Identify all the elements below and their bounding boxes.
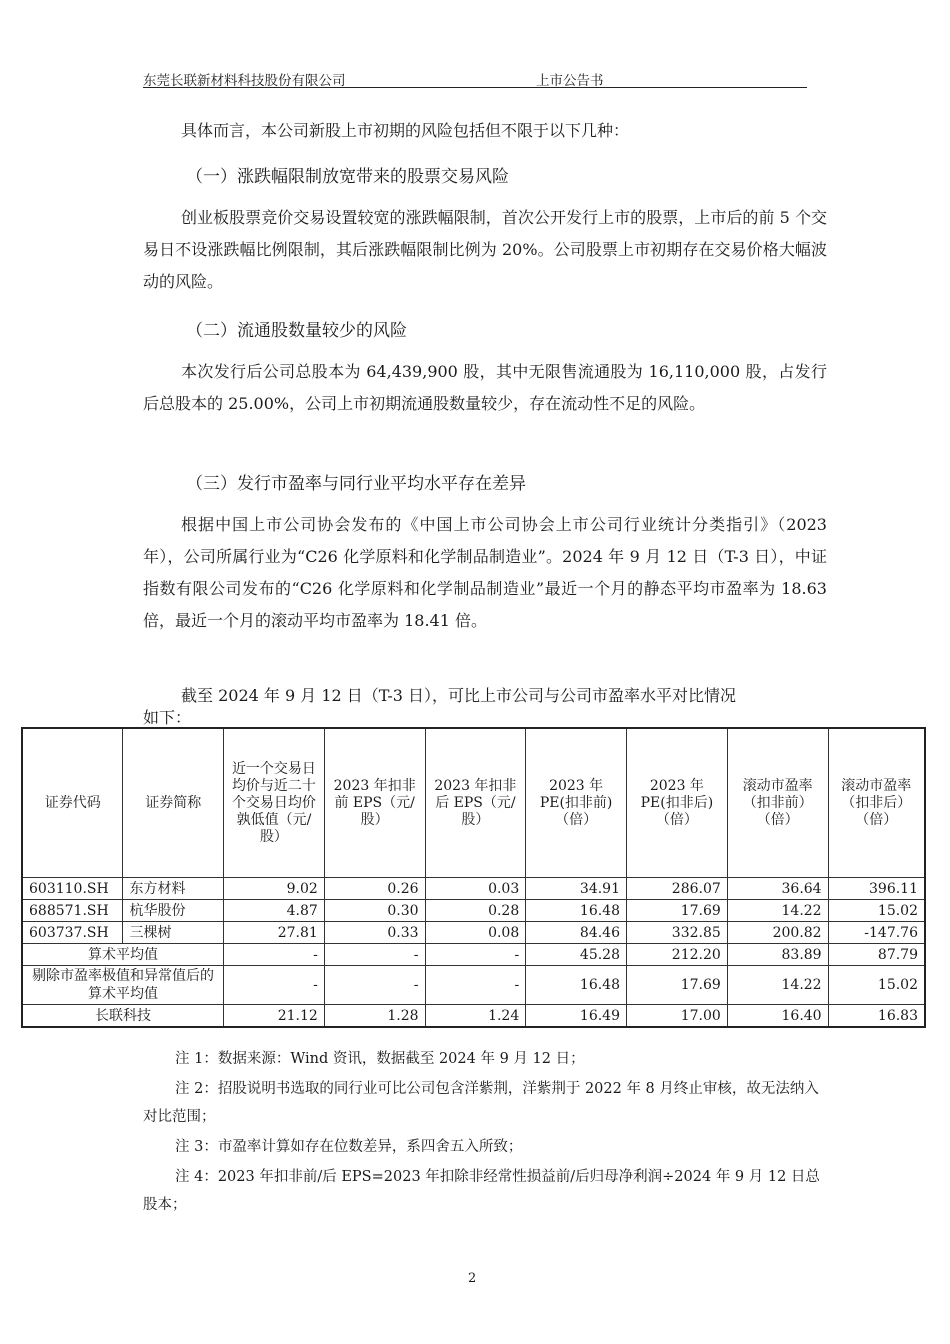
header-cell: 近一个交易日均价与近二十个交易日均价孰低值（元/股） (224, 728, 325, 878)
header-cell: 滚动市盈率（扣非后）（倍） (828, 728, 925, 878)
cell-price: 9.02 (224, 878, 325, 900)
cell-eps-post: 0.03 (425, 878, 526, 900)
cell-label: 长联科技 (22, 1005, 224, 1028)
cell-pe-post: 332.85 (627, 922, 728, 944)
cell-pe-pre: 84.46 (526, 922, 627, 944)
cell-pe-post: 17.00 (627, 1005, 728, 1028)
section-1-body: 创业板股票竞价交易设置较宽的涨跌幅限制，首次公开发行上市的股票，上市后的前 5 个交易日不设涨跌幅比例限制，其后涨跌幅限制比例为 20%。公司股票上市初期存在交易价格大幅波动的风险。 (143, 208, 827, 291)
cell-eps-pre: 0.33 (324, 922, 425, 944)
table-row-average (22, 944, 925, 966)
cell-price: - (224, 966, 325, 1005)
cell-eps-pre: 0.26 (324, 878, 425, 900)
header-cell: 滚动市盈率（扣非前）（倍） (727, 728, 828, 878)
cell-pe-pre: 45.28 (526, 944, 627, 966)
table-row-company (22, 1005, 925, 1028)
cell-pe-post: 286.07 (627, 878, 728, 900)
cell-code: 603110.SH (22, 878, 123, 900)
cell-pe-pre: 16.48 (526, 900, 627, 922)
section-2-heading: （二）流通股数量较少的风险 (186, 321, 407, 341)
header-company: 东莞长联新材料科技股份有限公司 (143, 73, 346, 89)
cell-ttm-pre: 14.22 (727, 966, 828, 1005)
table-row (22, 878, 925, 900)
cell-ttm-post: 396.11 (828, 878, 925, 900)
cell-ttm-post: 15.02 (828, 966, 925, 1005)
table-header-row (22, 728, 925, 878)
table-intro-line1: 截至 2024 年 9 月 12 日（T-3 日），可比上市公司与公司市盈率水平对比情况 (181, 686, 737, 705)
cell-price: 27.81 (224, 922, 325, 944)
cell-pe-pre: 16.48 (526, 966, 627, 1005)
cell-name: 杭华股份 (123, 900, 224, 922)
header-cell: 证券代码 (22, 728, 123, 878)
table-row (22, 900, 925, 922)
cell-label: 剔除市盈率极值和异常值后的算术平均值 (22, 966, 224, 1005)
cell-ttm-pre: 83.89 (727, 944, 828, 966)
section-2-body: 本次发行后公司总股本为 64,439,900 股，其中无限售流通股为 16,110,000 股，占发行后总股本的 25.00%，公司上市初期流通股数量较少，存在流动性不足的风险。 (143, 362, 827, 413)
cell-eps-post: 0.28 (425, 900, 526, 922)
note-3: 注 3：市盈率计算如存在位数差异，系四舍五入所致； (175, 1139, 523, 1155)
cell-ttm-post: 15.02 (828, 900, 925, 922)
header-cell: 2023 年扣非后 EPS（元/股） (425, 728, 526, 878)
section-3-body: 根据中国上市公司协会发布的《中国上市公司协会上市公司行业统计分类指引》（2023 年），公司所属行业为“C26 化学原料和化学制品制造业”。2024 年 9 月 12 日（T-3 日），中证指数有限公司发布的“C26 化学原料和化学制品制造业”最近一个月的静态平均市盈率为 18.63 倍，最近一个月的滚动平均市盈率为 18.41 倍。 (143, 515, 827, 630)
cell-price: 21.12 (224, 1005, 325, 1028)
cell-price: 4.87 (224, 900, 325, 922)
note-4: 注 4：2023 年扣非前/后 EPS=2023 年扣除非经常性损益前/后归母净利润÷2024 年 9 月 12 日总股本； (143, 1169, 820, 1213)
table-intro-line2: 如下： (143, 708, 192, 727)
header-doc-type: 上市公告书 (536, 73, 604, 89)
cell-code: 688571.SH (22, 900, 123, 922)
cell-name: 东方材料 (123, 878, 224, 900)
header-cell: 证券简称 (123, 728, 224, 878)
intro-paragraph: 具体而言，本公司新股上市初期的风险包括但不限于以下几种： (181, 121, 630, 140)
note-1: 注 1：数据来源：Wind 资讯，数据截至 2024 年 9 月 12 日； (175, 1051, 585, 1067)
cell-eps-post: - (425, 966, 526, 1005)
cell-ttm-pre: 200.82 (727, 922, 828, 944)
header-cell: 2023 年 PE(扣非后)（倍） (627, 728, 728, 878)
table-row-average-excluded (22, 966, 925, 1005)
cell-pe-pre: 34.91 (526, 878, 627, 900)
page-header (143, 69, 807, 88)
pe-comparison-table (21, 727, 926, 1028)
cell-eps-pre: - (324, 944, 425, 966)
header-cell: 2023 年扣非前 EPS（元/股） (324, 728, 425, 878)
cell-eps-post: - (425, 944, 526, 966)
cell-price: - (224, 944, 325, 966)
section-1-heading: （一）涨跌幅限制放宽带来的股票交易风险 (186, 167, 509, 187)
note-2: 注 2：招股说明书选取的同行业可比公司包含洋紫荆，洋紫荆于 2022 年 8 月终止审核，故无法纳入对比范围； (143, 1081, 819, 1125)
cell-eps-pre: 0.30 (324, 900, 425, 922)
cell-ttm-post: 16.83 (828, 1005, 925, 1028)
table-row (22, 922, 925, 944)
cell-eps-pre: - (324, 966, 425, 1005)
cell-eps-pre: 1.28 (324, 1005, 425, 1028)
page-number: 2 (468, 1271, 477, 1286)
cell-pe-post: 17.69 (627, 900, 728, 922)
cell-ttm-pre: 36.64 (727, 878, 828, 900)
cell-eps-post: 1.24 (425, 1005, 526, 1028)
cell-ttm-post: 87.79 (828, 944, 925, 966)
cell-ttm-pre: 14.22 (727, 900, 828, 922)
header-cell: 2023 年 PE(扣非前)（倍） (526, 728, 627, 878)
cell-label: 算术平均值 (22, 944, 224, 966)
cell-ttm-post: -147.76 (828, 922, 925, 944)
cell-pe-post: 17.69 (627, 966, 728, 1005)
cell-code: 603737.SH (22, 922, 123, 944)
cell-eps-post: 0.08 (425, 922, 526, 944)
cell-name: 三棵树 (123, 922, 224, 944)
cell-pe-post: 212.20 (627, 944, 728, 966)
section-3-heading: （三）发行市盈率与同行业平均水平存在差异 (186, 474, 526, 494)
cell-pe-pre: 16.49 (526, 1005, 627, 1028)
cell-ttm-pre: 16.40 (727, 1005, 828, 1028)
